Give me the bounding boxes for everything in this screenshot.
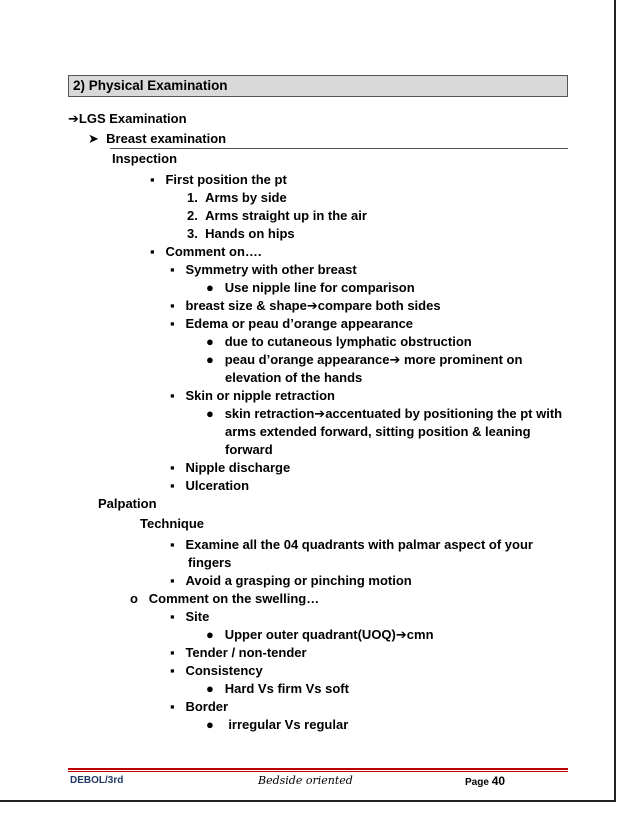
- position-item-1: 1. Arms by side: [187, 190, 287, 205]
- square-bullet-icon: ▪: [150, 172, 155, 187]
- dot-bullet-icon: ●: [206, 334, 214, 349]
- square-bullet-icon: ▪: [170, 460, 175, 475]
- square-bullet-icon: ▪: [170, 262, 175, 277]
- section-heading: 2) Physical Examination: [68, 75, 568, 97]
- dot-bullet-icon: ●: [206, 352, 214, 367]
- arrow-icon: ➔: [314, 406, 326, 421]
- page-bottom-border: [0, 800, 616, 802]
- examine-item: ▪ Examine all the 04 quadrants with palmar aspect of your: [170, 537, 533, 552]
- arrow-icon: ➔: [389, 352, 401, 367]
- lgs-heading: ➔LGS Examination: [68, 111, 187, 126]
- edema-item: ▪ Edema or peau d’orange appearance: [170, 316, 414, 331]
- arrowhead-bullet-icon: ➤: [88, 131, 99, 146]
- square-bullet-icon: ▪: [170, 663, 175, 678]
- arrow-icon: ➔: [306, 298, 318, 313]
- tender-item: ▪ Tender / non-tender: [170, 645, 307, 660]
- cutaneous-item: ● due to cutaneous lymphatic obstruction: [206, 334, 472, 349]
- square-bullet-icon: ▪: [170, 645, 175, 660]
- square-bullet-icon: ▪: [150, 244, 155, 259]
- breast-underline: [110, 148, 568, 149]
- square-bullet-icon: ▪: [170, 478, 175, 493]
- hard-firm-soft-item: ● Hard Vs firm Vs soft: [206, 681, 349, 696]
- examine-item-cont: fingers: [188, 555, 232, 570]
- square-bullet-icon: ▪: [170, 298, 175, 313]
- peau-item: ● peau d’orange appearance➔ more prominent on: [206, 352, 523, 367]
- dot-bullet-icon: ●: [206, 280, 214, 295]
- footer-rule-thin: [68, 771, 568, 772]
- skin-retraction-item: ● skin retraction➔accentuated by positioning the pt with: [206, 406, 563, 421]
- dot-bullet-icon: ●: [206, 717, 214, 732]
- square-bullet-icon: ▪: [170, 699, 175, 714]
- technique-heading: Technique: [140, 516, 205, 531]
- discharge-item: ▪ Nipple discharge: [170, 460, 291, 475]
- peau-item-cont: elevation of the hands: [225, 370, 363, 385]
- square-bullet-icon: ▪: [170, 388, 175, 403]
- position-item-2: 2. Arms straight up in the air: [187, 208, 367, 223]
- page-number: 40: [491, 774, 506, 788]
- border-item: ▪ Border: [170, 699, 229, 714]
- page-right-border: [614, 0, 616, 800]
- site-item: ▪ Site: [170, 609, 210, 624]
- first-position-item: ▪ First position the pt: [150, 172, 287, 187]
- footer-rule: [68, 768, 568, 770]
- comment-swelling-item: o Comment on the swelling…: [130, 591, 320, 606]
- comment-on-item: ▪ Comment on….: [150, 244, 262, 259]
- uoq-item: ● Upper outer quadrant(UOQ)➔cmn: [206, 627, 434, 642]
- arrow-icon: ➔: [68, 111, 79, 126]
- inspection-heading: Inspection: [112, 151, 178, 166]
- avoid-item: ▪ Avoid a grasping or pinching motion: [170, 573, 412, 588]
- nipple-line-item: ● Use nipple line for comparison: [206, 280, 415, 295]
- symmetry-item: ▪ Symmetry with other breast: [170, 262, 357, 277]
- dot-bullet-icon: ●: [206, 681, 214, 696]
- circle-bullet-icon: o: [130, 591, 138, 606]
- footer-page: Page 40: [465, 774, 506, 788]
- arrow-icon: ➔: [395, 627, 407, 642]
- skin-nipple-item: ▪ Skin or nipple retraction: [170, 388, 335, 403]
- ulceration-item: ▪ Ulceration: [170, 478, 250, 493]
- irregular-item: ● irregular Vs regular: [206, 717, 349, 732]
- palpation-heading: Palpation: [98, 496, 157, 511]
- dot-bullet-icon: ●: [206, 627, 214, 642]
- breast-exam-heading: ➤ Breast examination: [88, 131, 227, 146]
- square-bullet-icon: ▪: [170, 609, 175, 624]
- footer-title: Bedside oriented: [258, 774, 353, 787]
- square-bullet-icon: ▪: [170, 316, 175, 331]
- square-bullet-icon: ▪: [170, 537, 175, 552]
- consistency-item: ▪ Consistency: [170, 663, 263, 678]
- dot-bullet-icon: ●: [206, 406, 214, 421]
- skin-retraction-cont-1: arms extended forward, sitting position & leaning: [225, 424, 531, 439]
- footer-author: DEBOL/3rd: [70, 775, 124, 786]
- position-item-3: 3. Hands on hips: [187, 226, 295, 241]
- size-shape-item: ▪ breast size & shape➔compare both sides: [170, 298, 441, 313]
- square-bullet-icon: ▪: [170, 573, 175, 588]
- skin-retraction-cont-2: forward: [225, 442, 273, 457]
